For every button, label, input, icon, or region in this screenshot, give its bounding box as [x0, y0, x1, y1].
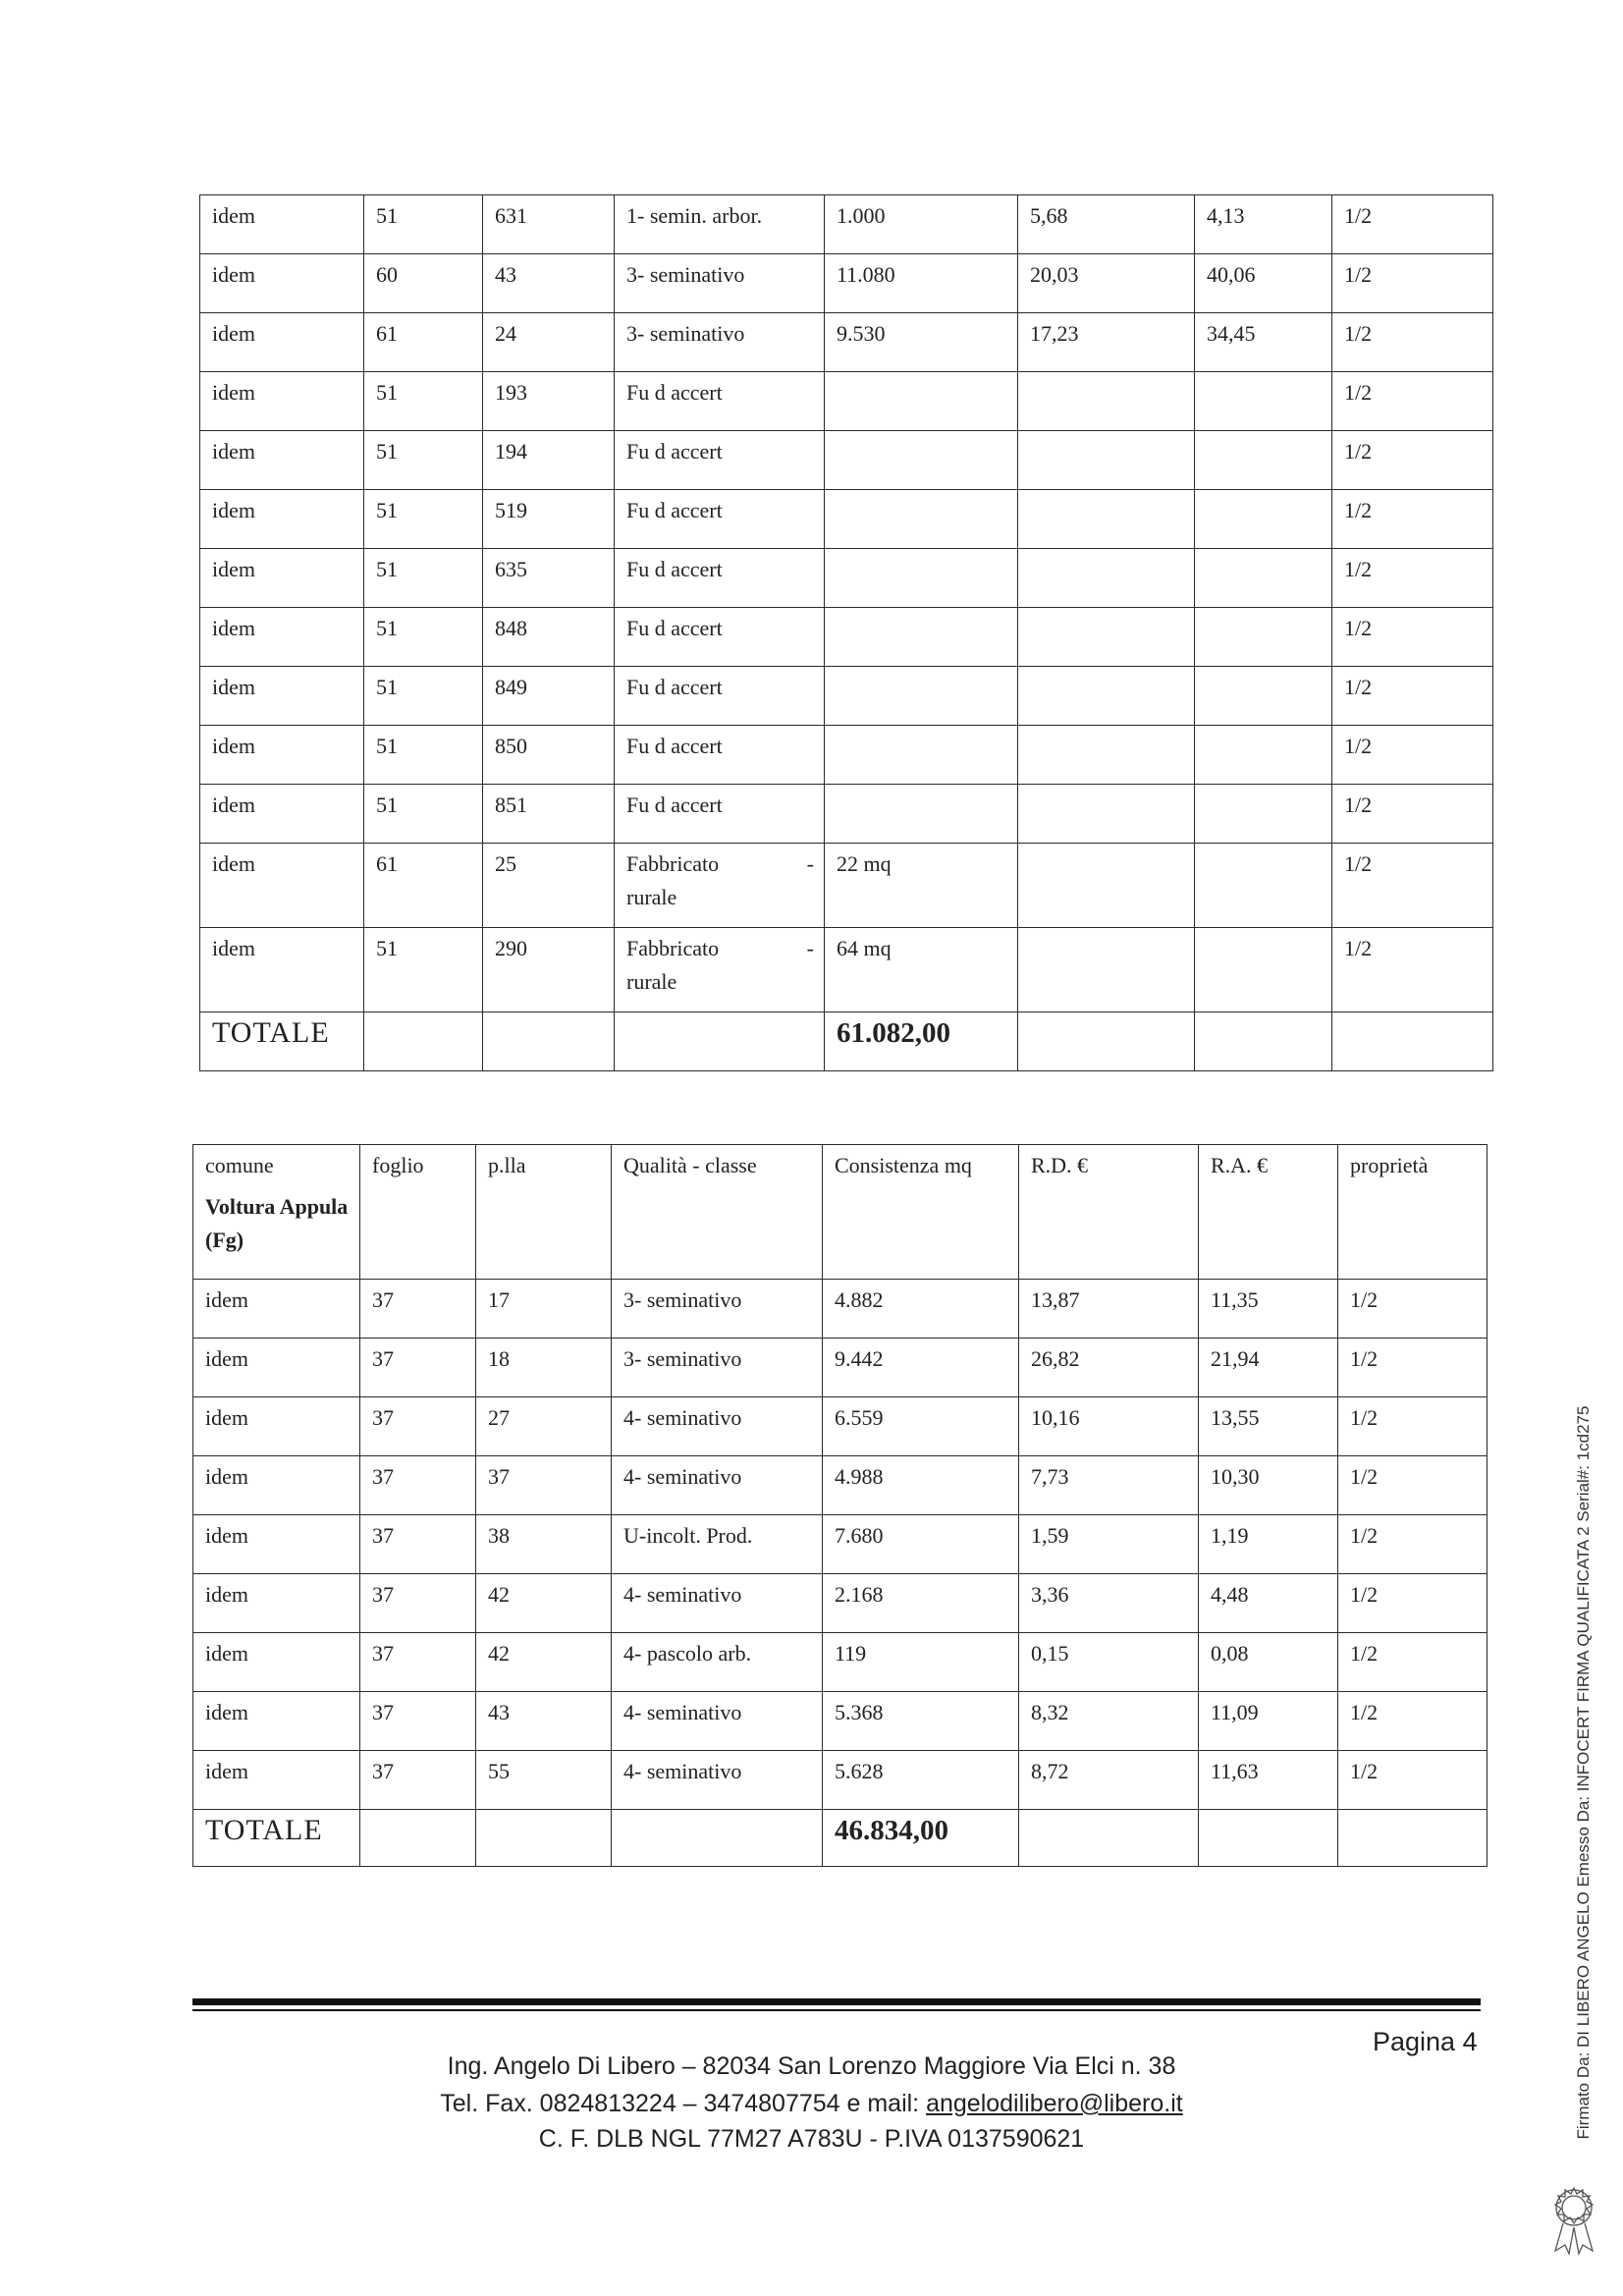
total-label: TOTALE	[193, 1810, 360, 1867]
total-value: 61.082,00	[825, 1012, 1018, 1071]
cell-qualita: Fu d accert	[615, 726, 825, 785]
empty-cell	[1195, 1012, 1332, 1071]
cell-ra	[1195, 785, 1332, 844]
cell-ra	[1195, 372, 1332, 431]
table-row	[193, 1751, 1488, 1810]
total-row	[200, 1012, 1493, 1071]
empty-cell	[483, 1012, 615, 1071]
cell-qualita: Fu d accert	[615, 667, 825, 726]
cell-comune: idem	[193, 1574, 360, 1633]
cell-proprieta: 1/2	[1332, 549, 1493, 608]
cell-foglio: 37	[360, 1515, 476, 1574]
footer-phone: Tel. Fax. 0824813224 – 3474807754 e mail:	[440, 2090, 927, 2117]
cell-rd	[1018, 726, 1195, 785]
table-row	[200, 549, 1493, 608]
cell-qualita: Fu d accert	[615, 431, 825, 490]
qualita-type: Fabbricato	[626, 851, 720, 876]
footer-rule-thin	[192, 2009, 1481, 2011]
cell-rd: 10,16	[1019, 1397, 1199, 1456]
empty-cell	[1018, 1012, 1195, 1071]
cell-proprieta: 1/2	[1332, 726, 1493, 785]
cell-proprieta: 1/2	[1332, 195, 1493, 254]
empty-cell	[364, 1012, 483, 1071]
footer-contacts	[0, 2090, 1623, 2118]
cell-plla: 25	[483, 844, 615, 928]
cell-plla: 17	[476, 1280, 612, 1339]
cell-comune: idem	[193, 1633, 360, 1692]
cell-foglio: 37	[360, 1456, 476, 1515]
cell-ra: 10,30	[1199, 1456, 1338, 1515]
cell-qualita: 4- seminativo	[612, 1397, 823, 1456]
cell-consistenza: 2.168	[823, 1574, 1019, 1633]
cell-comune: idem	[200, 608, 364, 667]
cell-ra: 11,35	[1199, 1280, 1338, 1339]
cell-plla: 55	[476, 1751, 612, 1810]
header-consistenza: Consistenza mq	[823, 1145, 1019, 1280]
cell-proprieta: 1/2	[1332, 254, 1493, 313]
header-ra: R.A. €	[1199, 1145, 1338, 1280]
cell-qualita: 3- seminativo	[615, 313, 825, 372]
total-label: TOTALE	[200, 1012, 364, 1071]
cell-comune: idem	[200, 549, 364, 608]
cell-proprieta: 1/2	[1338, 1397, 1488, 1456]
cell-comune: idem	[200, 667, 364, 726]
cell-comune: idem	[200, 254, 364, 313]
signature-text: Firmato Da: DI LIBERO ANGELO Emesso Da: INFOCERT FIRMA QUALIFICATA 2 Serial#: 1cd275	[1574, 1405, 1593, 2140]
qualita-dash: -	[806, 851, 814, 876]
cell-foglio: 37	[360, 1574, 476, 1633]
cell-plla: 43	[476, 1692, 612, 1751]
cell-ra	[1195, 431, 1332, 490]
footer-address: Ing. Angelo Di Libero – 82034 San Lorenzo Maggiore Via Elci n. 38	[447, 2052, 1176, 2080]
cell-qualita: Fu d accert	[615, 549, 825, 608]
cell-plla: 290	[483, 928, 615, 1012]
cell-rd	[1018, 490, 1195, 549]
cell-plla: 849	[483, 667, 615, 726]
land-table-2	[192, 1144, 1488, 1867]
header-comune-name: Voltura Appula (Fg)	[205, 1194, 349, 1252]
cell-consistenza: 5.628	[823, 1751, 1019, 1810]
cell-qualita: Fu d accert	[615, 372, 825, 431]
cell-foglio: 51	[364, 431, 483, 490]
cell-plla: 631	[483, 195, 615, 254]
cell-qualita	[615, 844, 825, 928]
cell-proprieta: 1/2	[1332, 431, 1493, 490]
cell-ra: 4,13	[1195, 195, 1332, 254]
cell-plla: 38	[476, 1515, 612, 1574]
cell-rd: 20,03	[1018, 254, 1195, 313]
cell-comune: idem	[200, 313, 364, 372]
cell-foglio: 60	[364, 254, 483, 313]
cell-proprieta: 1/2	[1338, 1633, 1488, 1692]
cell-plla: 18	[476, 1339, 612, 1397]
cell-foglio: 61	[364, 313, 483, 372]
cell-ra	[1195, 549, 1332, 608]
cell-consistenza: 9.530	[825, 313, 1018, 372]
table-row	[200, 372, 1493, 431]
cell-proprieta: 1/2	[1332, 785, 1493, 844]
cell-qualita: 4- seminativo	[612, 1574, 823, 1633]
table-row	[200, 313, 1493, 372]
cell-ra	[1195, 667, 1332, 726]
table-row	[200, 608, 1493, 667]
cell-proprieta: 1/2	[1332, 313, 1493, 372]
cell-rd: 1,59	[1019, 1515, 1199, 1574]
cell-consistenza	[825, 785, 1018, 844]
empty-cell	[476, 1810, 612, 1867]
cell-proprieta: 1/2	[1332, 372, 1493, 431]
table-row	[193, 1692, 1488, 1751]
cell-foglio: 51	[364, 608, 483, 667]
cell-rd: 17,23	[1018, 313, 1195, 372]
qualita-dash: -	[806, 936, 814, 960]
total-row	[193, 1810, 1488, 1867]
cell-rd	[1018, 549, 1195, 608]
header-proprieta: proprietà	[1338, 1145, 1488, 1280]
footer-email-link[interactable]: angelodilibero@libero.it	[926, 2090, 1183, 2117]
cell-qualita	[615, 928, 825, 1012]
cell-comune: idem	[200, 195, 364, 254]
cell-comune: idem	[200, 490, 364, 549]
cell-consistenza	[825, 726, 1018, 785]
cell-plla: 519	[483, 490, 615, 549]
cell-rd: 8,32	[1019, 1692, 1199, 1751]
page-number: Pagina 4	[1373, 2027, 1478, 2056]
cell-foglio: 51	[364, 667, 483, 726]
cell-foglio: 51	[364, 549, 483, 608]
cell-rd: 8,72	[1019, 1751, 1199, 1810]
total-value: 46.834,00	[823, 1810, 1019, 1867]
table-row	[200, 844, 1493, 928]
cell-foglio: 37	[360, 1633, 476, 1692]
empty-cell	[1332, 1012, 1493, 1071]
table-row	[193, 1339, 1488, 1397]
cell-plla: 635	[483, 549, 615, 608]
cell-qualita: 3- seminativo	[612, 1339, 823, 1397]
table-row	[193, 1456, 1488, 1515]
cell-ra: 11,63	[1199, 1751, 1338, 1810]
cell-consistenza: 5.368	[823, 1692, 1019, 1751]
cell-rd	[1018, 608, 1195, 667]
cell-plla: 37	[476, 1456, 612, 1515]
cell-proprieta: 1/2	[1332, 844, 1493, 928]
cell-comune: idem	[200, 844, 364, 928]
cell-qualita: Fu d accert	[615, 490, 825, 549]
qualita-type: Fabbricato	[626, 936, 720, 960]
cell-consistenza	[825, 372, 1018, 431]
cell-qualita: 4- seminativo	[612, 1692, 823, 1751]
empty-cell	[615, 1012, 825, 1071]
cell-foglio: 51	[364, 928, 483, 1012]
cell-comune: idem	[193, 1397, 360, 1456]
land-table-1	[199, 194, 1493, 1071]
cell-ra: 21,94	[1199, 1339, 1338, 1397]
cell-qualita: U-incolt. Prod.	[612, 1515, 823, 1574]
cell-ra: 4,48	[1199, 1574, 1338, 1633]
cell-proprieta: 1/2	[1338, 1751, 1488, 1810]
cell-consistenza	[825, 667, 1018, 726]
cell-rd	[1018, 844, 1195, 928]
table-row	[200, 490, 1493, 549]
cell-qualita: 3- seminativo	[615, 254, 825, 313]
cell-proprieta: 1/2	[1332, 608, 1493, 667]
table-row	[200, 195, 1493, 254]
header-foglio: foglio	[360, 1145, 476, 1280]
cell-consistenza	[825, 549, 1018, 608]
cell-foglio: 51	[364, 195, 483, 254]
cell-qualita: 3- seminativo	[612, 1280, 823, 1339]
cell-proprieta: 1/2	[1338, 1339, 1488, 1397]
cell-comune: idem	[200, 372, 364, 431]
cell-consistenza: 4.882	[823, 1280, 1019, 1339]
footer-rule-thick	[192, 1998, 1481, 2005]
cell-ra: 34,45	[1195, 313, 1332, 372]
empty-cell	[612, 1810, 823, 1867]
qualita-sub: rurale	[626, 885, 677, 909]
cell-proprieta: 1/2	[1338, 1456, 1488, 1515]
cell-rd	[1018, 928, 1195, 1012]
cell-qualita: Fu d accert	[615, 608, 825, 667]
cell-plla: 42	[476, 1574, 612, 1633]
empty-cell	[1338, 1810, 1488, 1867]
cell-foglio: 37	[360, 1339, 476, 1397]
cell-plla: 43	[483, 254, 615, 313]
table-row	[200, 928, 1493, 1012]
cell-comune: idem	[200, 431, 364, 490]
cell-ra	[1195, 928, 1332, 1012]
cell-foglio: 37	[360, 1280, 476, 1339]
cell-plla: 851	[483, 785, 615, 844]
cell-consistenza: 9.442	[823, 1339, 1019, 1397]
cell-comune: idem	[193, 1339, 360, 1397]
cell-consistenza: 11.080	[825, 254, 1018, 313]
cell-plla: 24	[483, 313, 615, 372]
cell-rd	[1018, 667, 1195, 726]
cell-proprieta: 1/2	[1338, 1692, 1488, 1751]
cell-proprieta: 1/2	[1332, 490, 1493, 549]
cell-rd: 3,36	[1019, 1574, 1199, 1633]
cell-plla: 194	[483, 431, 615, 490]
cell-qualita: 1- semin. arbor.	[615, 195, 825, 254]
cell-consistenza: 119	[823, 1633, 1019, 1692]
cell-comune: idem	[193, 1692, 360, 1751]
cell-qualita: 4- pascolo arb.	[612, 1633, 823, 1692]
cell-foglio: 51	[364, 726, 483, 785]
cell-rd	[1018, 431, 1195, 490]
table-row	[200, 667, 1493, 726]
cell-consistenza: 64 mq	[825, 928, 1018, 1012]
cell-plla: 42	[476, 1633, 612, 1692]
cell-rd: 5,68	[1018, 195, 1195, 254]
cell-foglio: 37	[360, 1692, 476, 1751]
cell-foglio: 37	[360, 1397, 476, 1456]
cell-consistenza: 4.988	[823, 1456, 1019, 1515]
table-header-row	[193, 1145, 1488, 1280]
cell-comune: idem	[200, 726, 364, 785]
cell-rd: 26,82	[1019, 1339, 1199, 1397]
cell-plla: 848	[483, 608, 615, 667]
cell-ra: 11,09	[1199, 1692, 1338, 1751]
table-row	[200, 431, 1493, 490]
cell-ra	[1195, 844, 1332, 928]
empty-cell	[360, 1810, 476, 1867]
footer-tax-codes: C. F. DLB NGL 77M27 A783U - P.IVA 0137590621	[538, 2125, 1085, 2153]
table-row	[200, 785, 1493, 844]
cell-consistenza	[825, 608, 1018, 667]
cell-proprieta: 1/2	[1332, 667, 1493, 726]
cell-proprieta: 1/2	[1338, 1280, 1488, 1339]
table-row	[193, 1515, 1488, 1574]
cell-consistenza: 6.559	[823, 1397, 1019, 1456]
table-row	[193, 1633, 1488, 1692]
empty-cell	[1199, 1810, 1338, 1867]
cell-rd	[1018, 785, 1195, 844]
cell-proprieta: 1/2	[1332, 928, 1493, 1012]
cell-consistenza	[825, 490, 1018, 549]
cell-foglio: 37	[360, 1751, 476, 1810]
cell-plla: 193	[483, 372, 615, 431]
cell-qualita: Fu d accert	[615, 785, 825, 844]
cell-foglio: 51	[364, 785, 483, 844]
cell-qualita: 4- seminativo	[612, 1456, 823, 1515]
cell-consistenza: 1.000	[825, 195, 1018, 254]
header-qualita: Qualità - classe	[612, 1145, 823, 1280]
header-comune-label: comune	[205, 1153, 274, 1177]
table-row	[193, 1574, 1488, 1633]
header-comune	[193, 1145, 360, 1280]
table-row	[193, 1397, 1488, 1456]
cell-foglio: 61	[364, 844, 483, 928]
table-row	[193, 1280, 1488, 1339]
table-row	[200, 254, 1493, 313]
cell-qualita: 4- seminativo	[612, 1751, 823, 1810]
cell-comune: idem	[193, 1280, 360, 1339]
cell-proprieta: 1/2	[1338, 1574, 1488, 1633]
cell-ra	[1195, 608, 1332, 667]
cell-comune: idem	[193, 1751, 360, 1810]
signature-seal-icon	[1542, 2178, 1606, 2257]
cell-plla: 27	[476, 1397, 612, 1456]
cell-rd	[1018, 372, 1195, 431]
cell-comune: idem	[193, 1515, 360, 1574]
cell-rd: 7,73	[1019, 1456, 1199, 1515]
cell-plla: 850	[483, 726, 615, 785]
land-table-2-body	[193, 1145, 1488, 1867]
cell-ra: 0,08	[1199, 1633, 1338, 1692]
cell-comune: idem	[193, 1456, 360, 1515]
cell-consistenza	[825, 431, 1018, 490]
cell-consistenza: 22 mq	[825, 844, 1018, 928]
qualita-sub: rurale	[626, 969, 677, 994]
cell-comune: idem	[200, 928, 364, 1012]
empty-cell	[1019, 1810, 1199, 1867]
header-rd: R.D. €	[1019, 1145, 1199, 1280]
cell-ra	[1195, 726, 1332, 785]
cell-ra: 1,19	[1199, 1515, 1338, 1574]
cell-rd: 0,15	[1019, 1633, 1199, 1692]
cell-foglio: 51	[364, 372, 483, 431]
cell-comune: idem	[200, 785, 364, 844]
cell-rd: 13,87	[1019, 1280, 1199, 1339]
cell-ra: 40,06	[1195, 254, 1332, 313]
cell-consistenza: 7.680	[823, 1515, 1019, 1574]
header-plla: p.lla	[476, 1145, 612, 1280]
cell-ra: 13,55	[1199, 1397, 1338, 1456]
land-table-1-body	[200, 195, 1493, 1071]
cell-proprieta: 1/2	[1338, 1515, 1488, 1574]
table-row	[200, 726, 1493, 785]
cell-ra	[1195, 490, 1332, 549]
cell-foglio: 51	[364, 490, 483, 549]
